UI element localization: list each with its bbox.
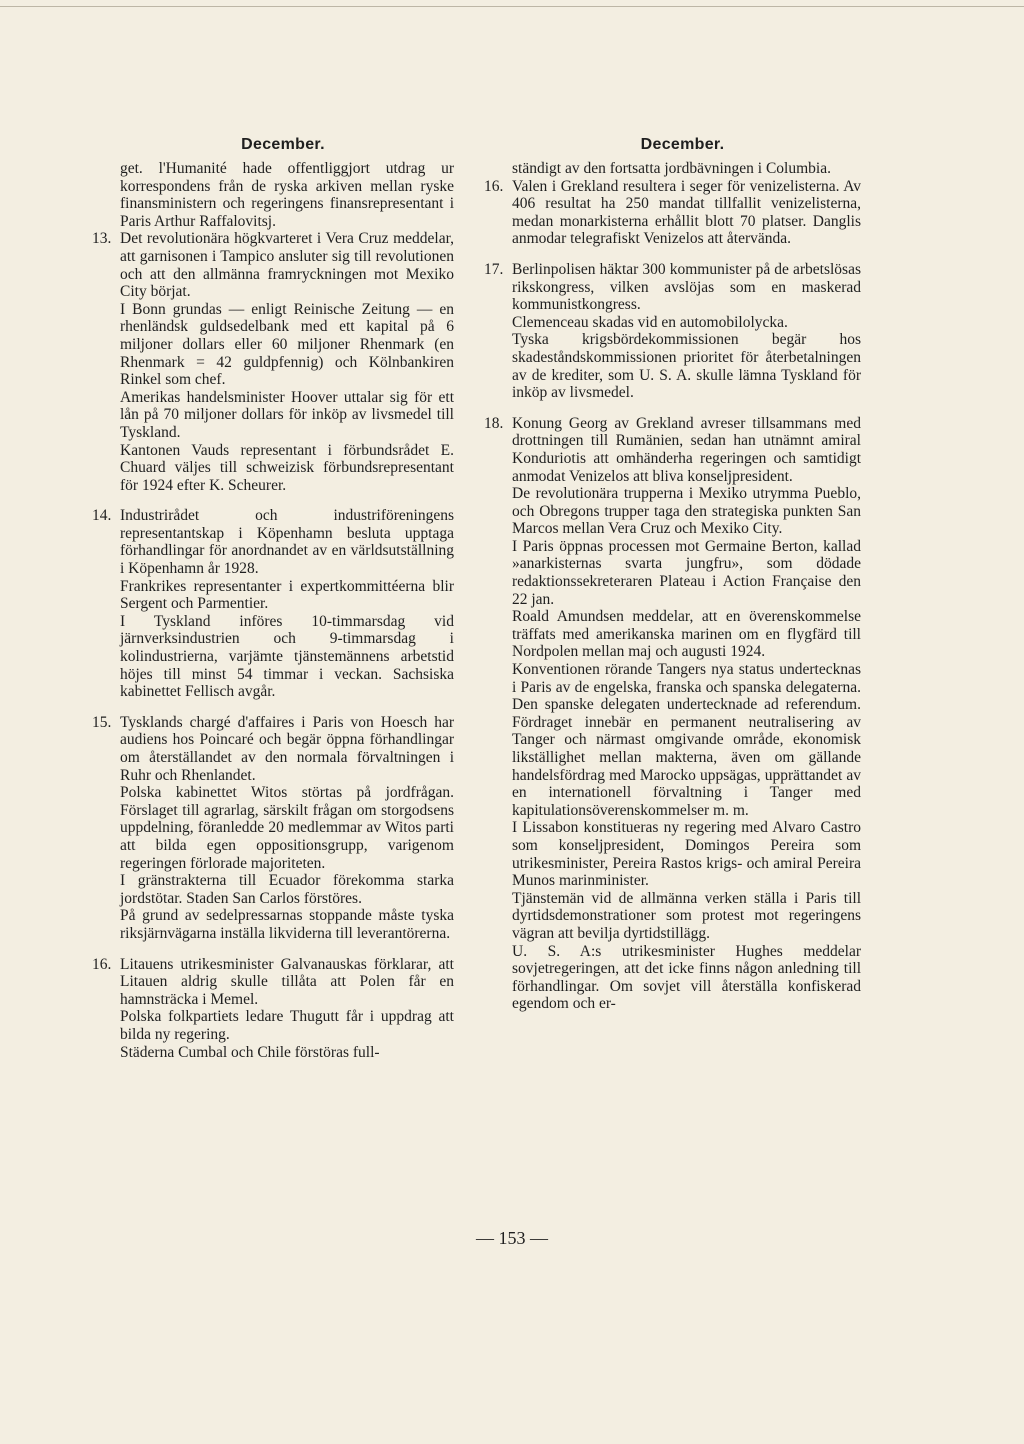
entry-day-16 bbox=[92, 956, 454, 1062]
paragraph: Roald Amundsen meddelar, att en överenskommelse träffats med amerikanska marinen om en flygfärd till Nordpolen mellan maj och augusti 1924. bbox=[512, 608, 861, 661]
paragraph: Amerikas handelsminister Hoover uttalar sig för ett lån på 70 miljoner dollars för inköp av livsmedel till Tyskland. bbox=[120, 388, 454, 441]
entry-body bbox=[512, 160, 861, 178]
paragraph: Det revolutionära högkvarteret i Vera Cruz meddelar, att garnisonen i Tampico ansluter sig till revolutionen och att den allmänna framryckningen mot Mexiko City börjat. bbox=[120, 230, 454, 301]
entry-continuation bbox=[484, 160, 861, 178]
entry-day: 14. bbox=[92, 507, 112, 525]
entry-continuation bbox=[92, 160, 454, 230]
entry-body bbox=[512, 261, 861, 402]
entry-body bbox=[120, 714, 454, 943]
entry-day-14 bbox=[92, 507, 454, 701]
entry-day: 16. bbox=[92, 955, 112, 973]
entry-body bbox=[120, 956, 454, 1062]
entry-day-18 bbox=[484, 415, 861, 1013]
paragraph: Clemenceau skadas vid en automobilolycka. bbox=[512, 313, 788, 331]
entry-day: 16. bbox=[484, 177, 504, 195]
entry-day: 13. bbox=[92, 230, 112, 248]
paragraph: Konung Georg av Grekland avreser tillsammans med drottningen till Rumänien, sedan han utnämnt amiral Konduriotis att omhänderha regeringen och samtidigt anmodat Venizelos att bliva konseljpresident. bbox=[512, 414, 861, 485]
paragraph: De revolutionära trupperna i Mexiko utrymma Pueblo, och Obregons trupper taga den strategiska punkten San Marcos mellan Vera Cruz och Mexiko City. bbox=[512, 485, 861, 538]
paragraph: get. l'Humanité hade offentliggjort utdrag ur korrespondens från de ryska arkiven mellan ryske finansministern och regeringens finansrepresentant i Paris Arthur Raffalovitsj. bbox=[120, 160, 454, 230]
paragraph: Polska kabinettet Witos störtas på jordfrågan. Förslaget till agrarlag, särskilt frågan om storgodsens uppdelning, föranledde 20 medlemmar av Witos parti att bilda egen oppositionsgrupp, varigenom regeringen förlorade majoriteten. bbox=[120, 784, 454, 872]
paragraph: Berlinpolisen häktar 300 kommunister på de arbetslösas rikskongress, vilken avslöjas som en maskerad kommunistkongress. bbox=[512, 260, 861, 314]
paragraph: Valen i Grekland resultera i seger för venizelisterna. Av 406 resultat ha 250 mandat tillfallit venizelisterna, medan monarkisterna erhållit blott 70 platser. Danglis anmodar telegrafiskt Venizelos att återvända. bbox=[512, 177, 861, 248]
entry-day-16 bbox=[484, 178, 861, 248]
entry-day-17 bbox=[484, 261, 861, 402]
left-column bbox=[92, 136, 454, 1061]
paragraph: Städerna Cumbal och Chile förstöras full- bbox=[120, 1043, 380, 1061]
entry-day-15 bbox=[92, 714, 454, 943]
entry-day: 18. bbox=[484, 414, 504, 432]
entry-day: 17. bbox=[484, 260, 504, 278]
paragraph: Litauens utrikesminister Galvanauskas förklarar, att Litauen aldrig skulle tillåta att Polen får en hamnsträcka i Memel. bbox=[120, 955, 454, 1008]
right-column-header: December. bbox=[640, 136, 725, 153]
paragraph: U. S. A:s utrikesminister Hughes meddelar sovjetregeringen, att det icke finns någon anledning till förhandlingar. Om sovjet vill återställa konfiskerad egendom och er- bbox=[512, 942, 861, 1013]
paragraph: Tjänstemän vid de allmänna verken ställa i Paris till dyrtidsdemonstrationer som protest mot regeringens vägran att bevilja dyrtidstillägg. bbox=[512, 889, 861, 942]
paragraph: I Lissabon konstitueras ny regering med Alvaro Castro som konseljpresident, Domingos Pereira som utrikesminister, Pereira Rastos krigs- och amiral Pereira Munos marinminister. bbox=[512, 819, 861, 890]
entry-day: 15. bbox=[92, 713, 112, 731]
left-column-header: December. bbox=[241, 136, 325, 153]
paragraph: Konventionen rörande Tangers nya status undertecknas i Paris av de engelska, franska och spanska delegaterna. Den spanske delegaten undertecknade ad referendum. Fördraget innebär en permanent neutralisering av Tanger och närmast omgivande område, ekonomisk likställighet mellan makterna, även om gällande handelsfördrag med Marocko uppsägas, upprättandet av en internationell förvaltning i Tanger med kapitulationsöverenskommelser m. m. bbox=[512, 661, 861, 819]
entry-body bbox=[512, 178, 861, 248]
entry-body bbox=[120, 160, 454, 230]
entry-body bbox=[120, 230, 454, 494]
paragraph: Kantonen Vauds representant i förbundsrådet E. Chuard väljes till schweizisk förbundsrepresentant för 1924 efter K. Scheurer. bbox=[120, 441, 454, 494]
paragraph: På grund av sedelpressarnas stoppande måste tyska riksjärnvägarna inställa likviderna till leverantörerna. bbox=[120, 907, 454, 942]
paragraph: Industrirådet och industriföreningens representantskap i Köpenhamn besluta upptaga förhandlingar för anordnandet av en världsutställning i Köpenhamn år 1928. bbox=[120, 507, 454, 578]
paragraph: Tysklands chargé d'affaires i Paris von Hoesch har audiens hos Poincaré och begär öppna förhandlingar om återställandet av den normala förvaltningen i Ruhr och Rhenlandet. bbox=[120, 713, 454, 784]
paragraph: I gränstrakterna till Ecuador förekomma starka jordstötar. Staden San Carlos förstöres. bbox=[120, 872, 454, 907]
scan-edge-line bbox=[0, 6, 1024, 7]
entry-body bbox=[512, 415, 861, 1013]
right-column bbox=[484, 136, 861, 1013]
paragraph: Tyska krigsbördekommissionen begär hos skadeståndskommissionen prioritet för återbetalningen av de krediter, som U. S. A. skulle lämna Tyskland för inköp av livsmedel. bbox=[512, 331, 861, 402]
paragraph: I Tyskland införes 10-timmarsdag vid järnverksindustrien och 9-timmarsdag i kolindustrierna, varjämte tjänstemännens arbetstid höjes till minst 54 timmar i veckan. Sachsiska kabinettet Fellisch avgår. bbox=[120, 612, 454, 701]
paragraph: ständigt av den fortsatta jordbävningen i Columbia. bbox=[512, 160, 831, 177]
page-number: — 153 — bbox=[476, 1228, 548, 1248]
paragraph: I Paris öppnas processen mot Germaine Berton, kallad »anarkisternas svarta jungfru», som dödade redaktionssekreteraren Plateau i Action Française den 22 jan. bbox=[512, 537, 861, 608]
paragraph: Polska folkpartiets ledare Thugutt får i uppdrag att bilda ny regering. bbox=[120, 1008, 454, 1043]
paragraph: Frankrikes representanter i expertkommittéerna blir Sergent och Parmentier. bbox=[120, 577, 454, 613]
entry-body bbox=[120, 507, 454, 701]
entry-day-13 bbox=[92, 230, 454, 494]
paragraph: I Bonn grundas — enligt Reinische Zeitung — en rhenländsk guldsedelbank med ett kapital på 6 miljoner dollars eller 60 miljoner Rhenmark (en Rhenmark = 42 guldpfennig) och Kölnbankiren Rinkel som chef. bbox=[120, 300, 454, 389]
